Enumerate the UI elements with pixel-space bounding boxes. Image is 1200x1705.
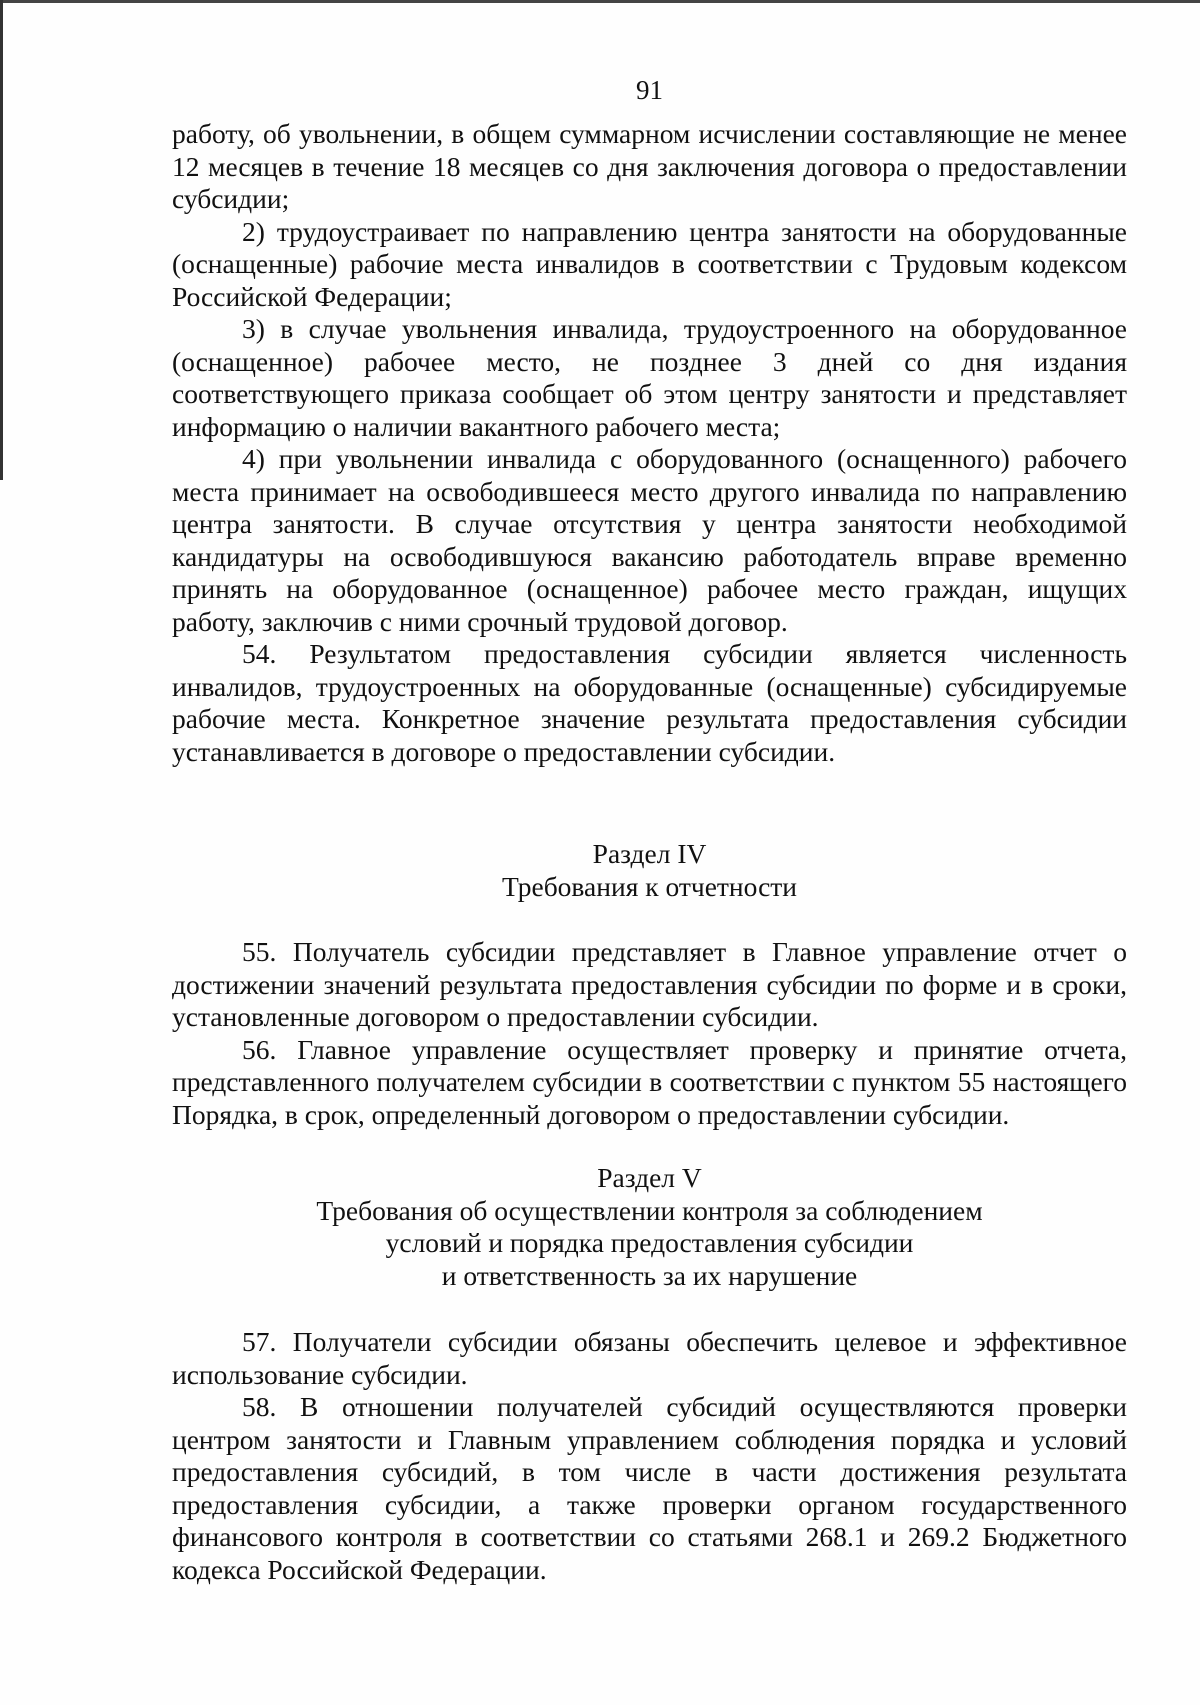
paragraph-57: 57. Получатели субсидии обязаны обеспечить целевое и эффективное использование субсидии. bbox=[172, 1326, 1127, 1390]
paragraph-56: 56. Главное управление осуществляет проверку и принятие отчета, представленного получателем субсидии в соответствии с пунктом 55 настоящего Порядка, в срок, определенный договором о предоставлении субсидии. bbox=[172, 1033, 1127, 1130]
paragraph-54: 54. Результатом предоставления субсидии является численность инвалидов, трудоустроенных на оборудованные (оснащенные) субсидируемые рабочие места. Конкретное значение результата предоставления субсидии устанавливается в договоре о предоставлении субсидии. bbox=[172, 638, 1127, 767]
section-iv-title: Раздел IV bbox=[592, 838, 707, 869]
section-v-subtitle-line-2: условий и порядка предоставления субсидии bbox=[385, 1227, 914, 1258]
section-iv-subtitle: Требования к отчетности bbox=[501, 870, 798, 902]
paragraph-55: 55. Получатель субсидии представляет в Главное управление отчет о достижении значений результата предоставления субсидии по форме и в сроки, установленные договором о предоставлении субсидии. bbox=[172, 936, 1127, 1032]
text-block-intro bbox=[172, 118, 1127, 768]
paragraph-58: 58. В отношении получателей субсидий осуществляются проверки центром занятости и Главным управлением соблюдения порядка и условий предоставления субсидий, в том числе в части достижения результата предоставления субсидии, а также проверки органом государственного финансового контроля в соответствии со статьями 268.1 и 269.2 Бюджетного кодекса Российской Федерации. bbox=[172, 1391, 1127, 1585]
paragraph-item-2: 2) трудоустраивает по направлению центра занятости на оборудованные (оснащенные) рабочие места инвалидов в соответствии с Трудовым кодексом Российской Федерации; bbox=[172, 215, 1127, 312]
text-block-section-iv bbox=[172, 936, 1127, 1131]
section-v-title: Раздел V bbox=[597, 1162, 702, 1193]
paragraph-item-4: 4) при увольнении инвалида с оборудованного (оснащенного) рабочего места принимает на освободившееся место другого инвалида по направлению центра занятости. В случае отсутствия у центра занятости необходимой кандидатуры на освободившуюся вакансию работодатель вправе временно принять на оборудованное (оснащенное) рабочее место граждан, ищущих работу, заключив с ними срочный трудовой договор. bbox=[172, 443, 1127, 637]
section-v-heading bbox=[172, 1162, 1127, 1292]
scan-border-left bbox=[0, 0, 3, 480]
text-block-section-v bbox=[172, 1326, 1127, 1586]
section-iv-heading bbox=[172, 838, 1127, 903]
paragraph-continuation: работу, об увольнении, в общем суммарном исчислении составляющие не менее 12 месяцев в течение 18 месяцев со дня заключения договора о предоставлении субсидии; bbox=[172, 118, 1127, 214]
section-v-subtitle-line-1: Требования об осуществлении контроля за соблюдением bbox=[316, 1194, 983, 1226]
section-v-subtitle-line-3: и ответственность за их нарушение bbox=[441, 1259, 858, 1291]
scan-border-top bbox=[0, 0, 1200, 3]
page-number: 91 bbox=[636, 75, 663, 105]
paragraph-item-3: 3) в случае увольнения инвалида, трудоустроенного на оборудованное (оснащенное) рабочее место, не позднее 3 дней со дня издания соответствующего приказа сообщает об этом центру занятости и представляет информацию о наличии вакантного рабочего места; bbox=[172, 313, 1127, 442]
